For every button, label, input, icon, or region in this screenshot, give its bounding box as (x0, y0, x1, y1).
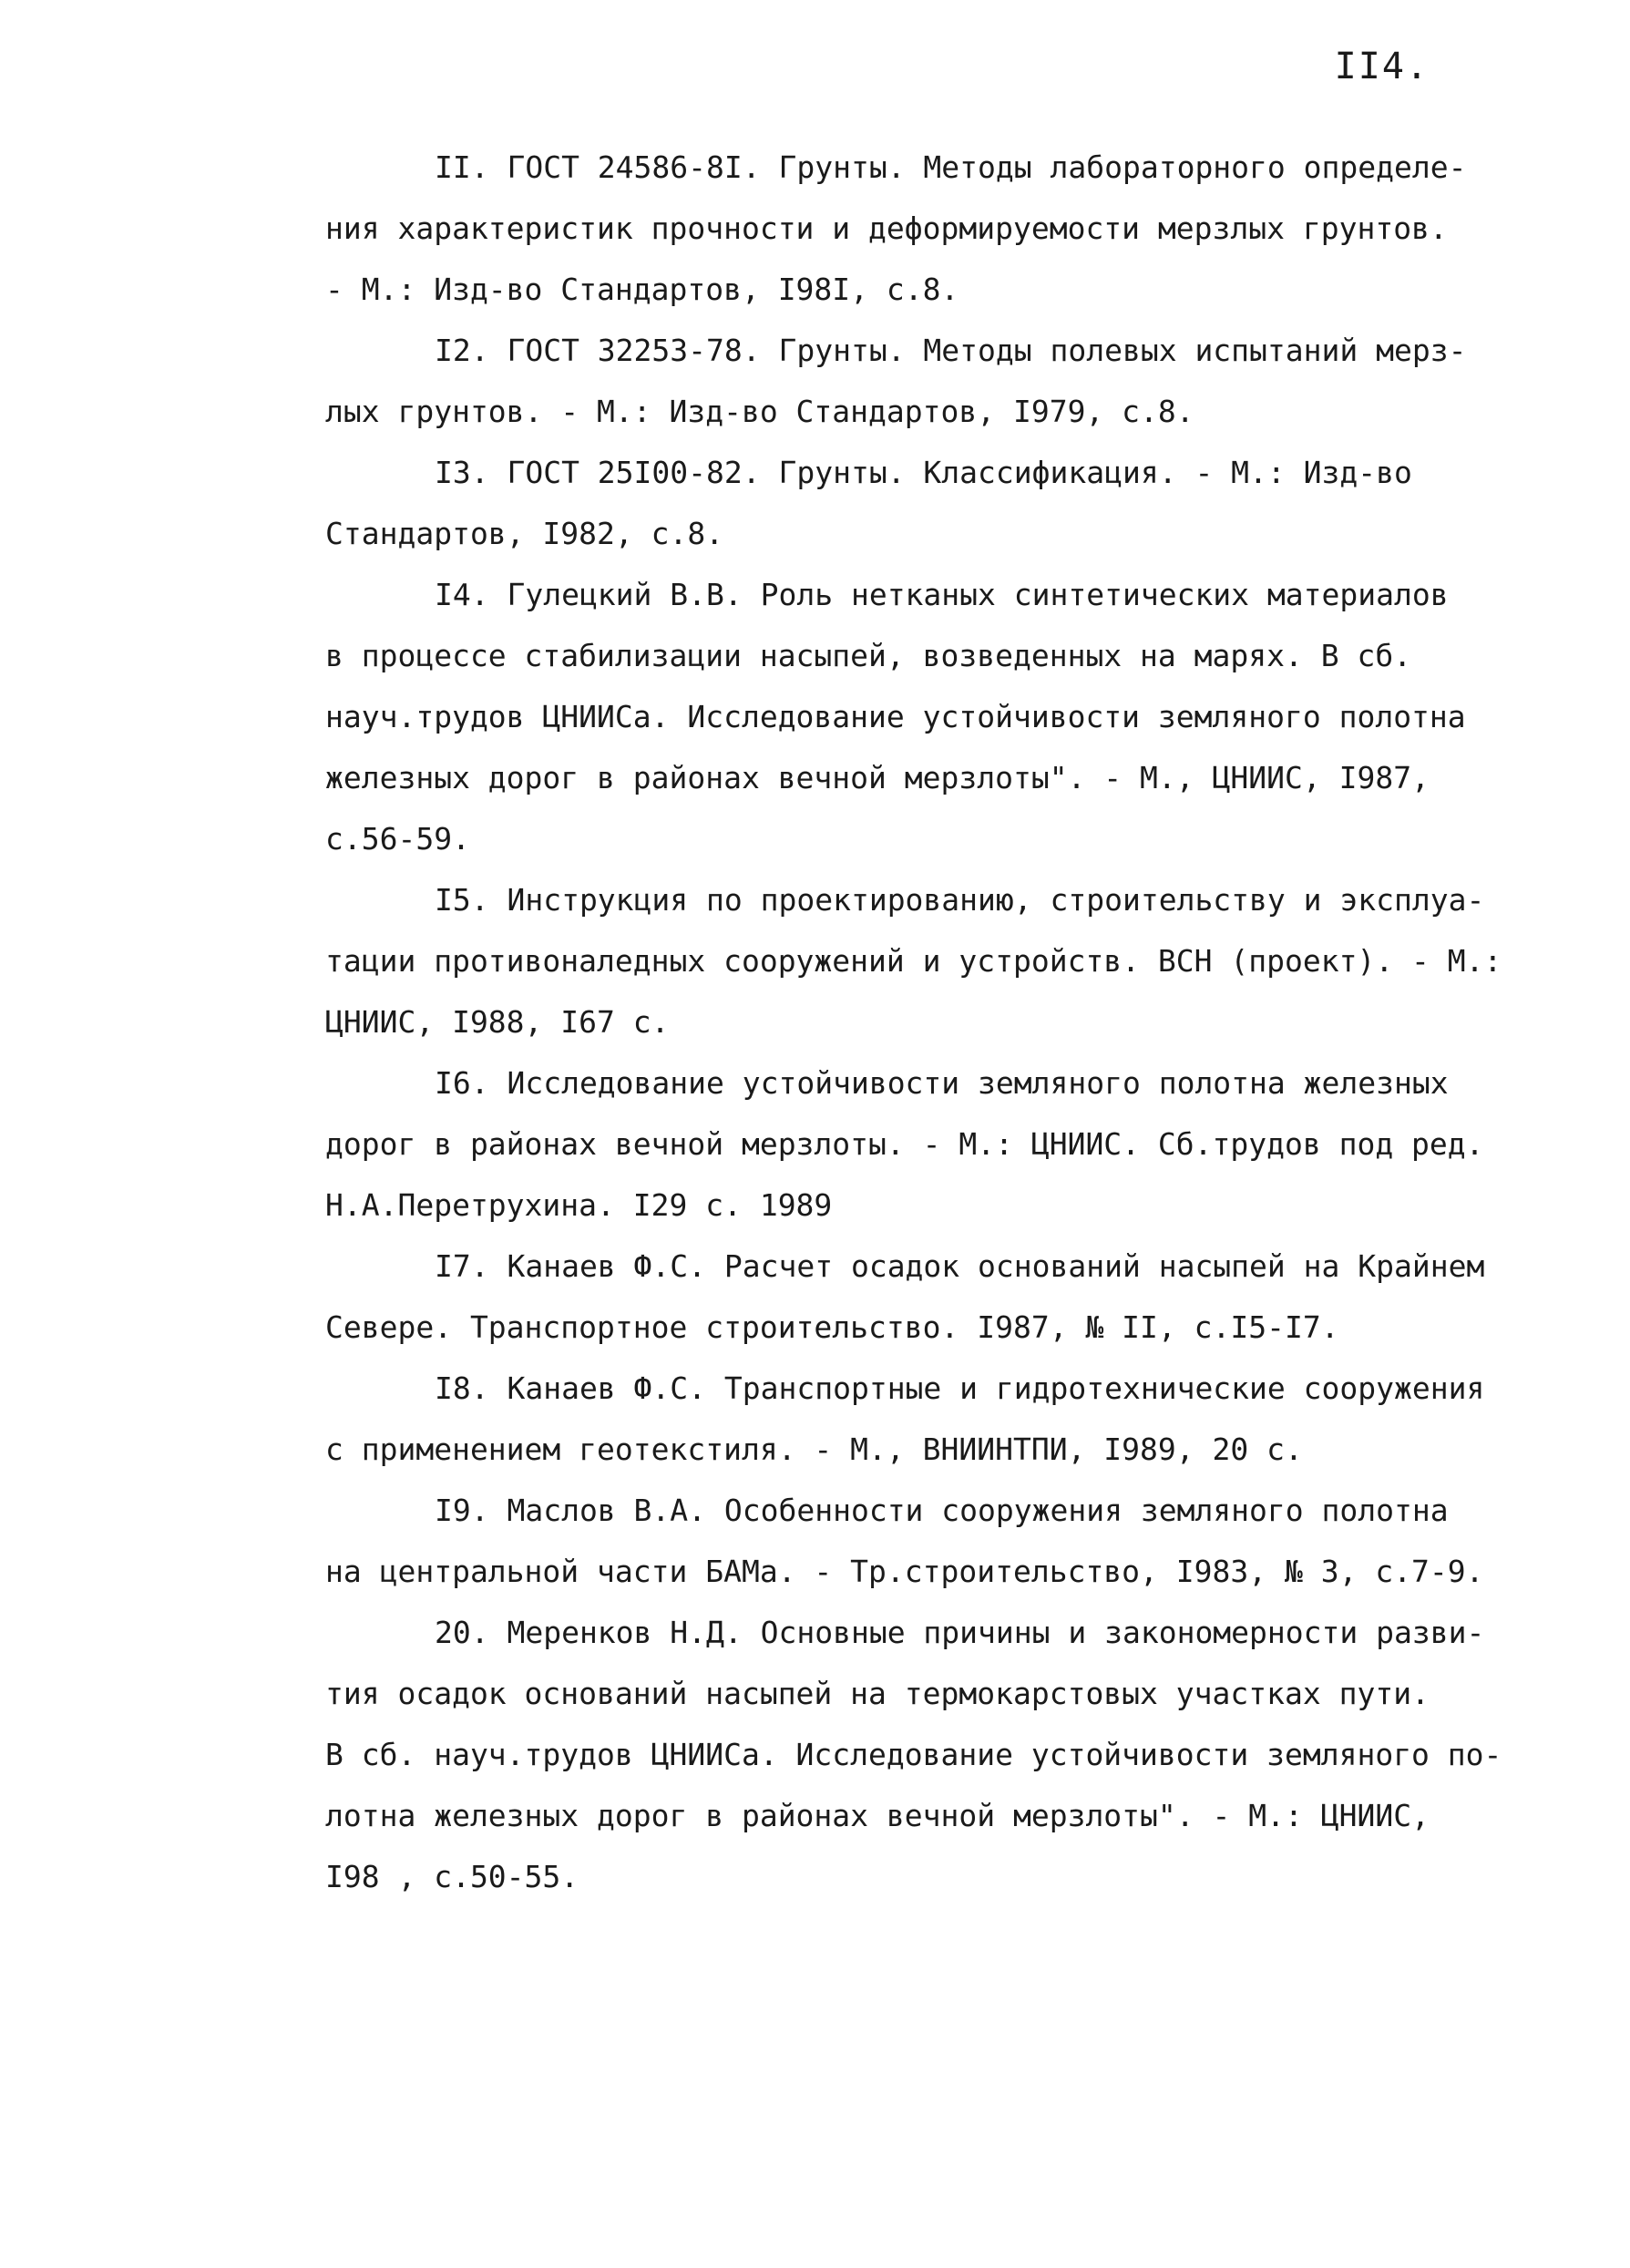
reference-line: I4. Гулецкий В.В. Роль нетканых синтетических материалов (435, 577, 1449, 612)
reference-entry (325, 1358, 1546, 1480)
reference-line: Севере. Транспортное строительство. I987, № II, с.I5-I7. (325, 1309, 1339, 1345)
reference-line: ЦНИИС, I988, I67 с. (325, 1004, 670, 1040)
reference-line: I5. Инструкция по проектированию, строительству и эксплуа- (435, 882, 1485, 918)
reference-line: с применением геотекстиля. - М., ВНИИНТПИ, I989, 20 с. (325, 1432, 1303, 1467)
reference-line: I9. Маслов В.А. Особенности сооружения земляного полотна (435, 1493, 1449, 1528)
reference-line: на центральной части БАМа. - Тр.строительство, I983, № 3, с.7-9. (325, 1554, 1484, 1589)
reference-line: науч.трудов ЦНИИСа. Исследование устойчивости земляного полотна (325, 699, 1466, 734)
reference-line: железных дорог в районах вечной мерзлоты". - М., ЦНИИС, I987, (325, 760, 1430, 795)
reference-entry (325, 869, 1546, 1052)
reference-line: В сб. науч.трудов ЦНИИСа. Исследование устойчивости земляного по- (325, 1737, 1502, 1772)
page-number: II4. (1334, 46, 1430, 87)
reference-list (325, 137, 1546, 1907)
reference-entry (325, 137, 1546, 320)
reference-line: Стандартов, I982, с.8. (325, 516, 724, 551)
reference-entry (325, 320, 1546, 442)
reference-line: - М.: Изд-во Стандартов, I98I, с.8. (325, 272, 959, 307)
reference-line: тия осадок оснований насыпей на термокарстовых участках пути. (325, 1676, 1430, 1711)
reference-line: I2. ГОСТ 32253-78. Грунты. Методы полевых испытаний мерз- (435, 333, 1467, 368)
reference-line: I98 , с.50-55. (325, 1859, 579, 1894)
reference-line: I3. ГОСТ 25I00-82. Грунты. Классификация. - М.: Изд-во (435, 455, 1412, 490)
reference-line: тации противоналедных сооружений и устройств. ВСН (проект). - М.: (325, 943, 1502, 979)
reference-entry (325, 1602, 1546, 1907)
reference-line: Н.А.Перетрухина. I29 с. 1989 (325, 1187, 833, 1223)
reference-line: I6. Исследование устойчивости земляного полотна железных (435, 1065, 1449, 1101)
reference-entry (325, 564, 1546, 869)
reference-entry (325, 442, 1546, 564)
reference-line: с.56-59. (325, 821, 470, 857)
reference-line: I7. Канаев Ф.С. Расчет осадок оснований насыпей на Крайнем (435, 1248, 1485, 1284)
reference-line: дорог в районах вечной мерзлоты. - М.: ЦНИИС. Сб.трудов под ред. (325, 1126, 1484, 1162)
reference-line: II. ГОСТ 24586-8I. Грунты. Методы лабораторного определе- (435, 149, 1467, 185)
reference-line: 20. Меренков Н.Д. Основные причины и закономерности разви- (435, 1615, 1485, 1650)
reference-entry (325, 1052, 1546, 1236)
reference-line: I8. Канаев Ф.С. Транспортные и гидротехнические сооружения (435, 1370, 1485, 1406)
reference-line: лых грунтов. - М.: Изд-во Стандартов, I979, с.8. (325, 394, 1194, 429)
reference-entry (325, 1480, 1546, 1602)
reference-line: лотна железных дорог в районах вечной мерзлоты". - М.: ЦНИИС, (325, 1798, 1430, 1833)
reference-line: в процессе стабилизации насыпей, возведенных на марях. В сб. (325, 638, 1412, 673)
reference-line: ния характеристик прочности и деформируемости мерзлых грунтов. (325, 210, 1448, 246)
reference-entry (325, 1236, 1546, 1358)
